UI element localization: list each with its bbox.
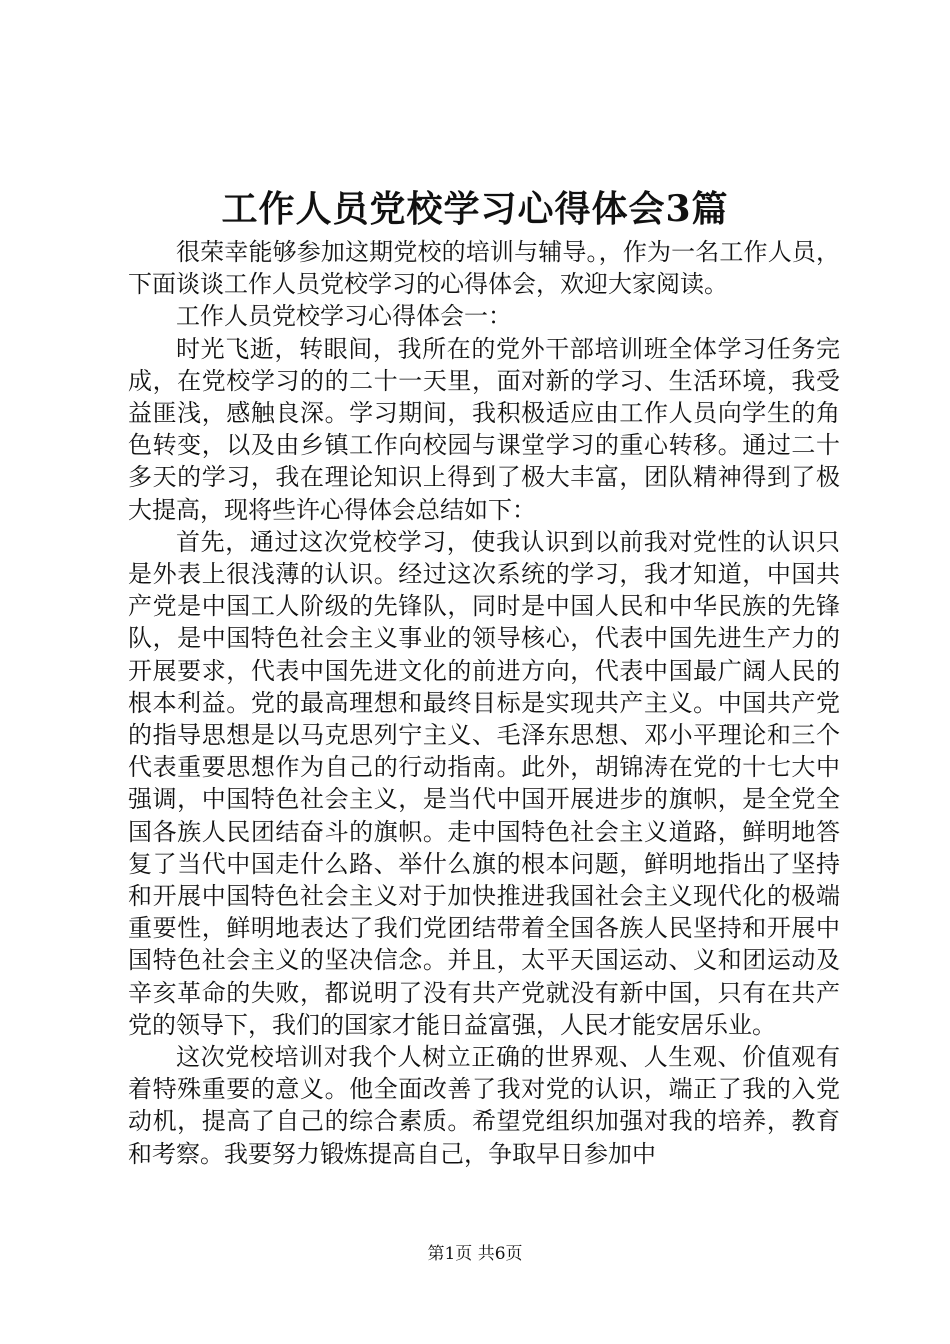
document-body: [128, 236, 840, 1170]
document-title: 工作人员党校学习心得体会3篇: [221, 188, 729, 230]
page-number-footer: 第1页 共6页: [427, 1244, 523, 1264]
paragraph-training-significance: 这次党校培训对我个人树立正确的世界观、人生观、价值观有着特殊重要的意义。他全面改善了我对党的认识，端正了我的入党动机，提高了自己的综合素质。希望党组织加强对我的培养，教育和考察。我要努力锻炼提高自己，争取早日参加中: [128, 1043, 840, 1168]
paragraph-summary: 时光飞逝，转眼间，我所在的党外干部培训班全体学习任务完成，在党校学习的的二十一天里，面对新的学习、生活环境，我受益匪浅，感触良深。学习期间，我积极适应由工作人员向学生的角色转变，以及由乡镇工作向校园与课堂学习的重心转移。通过二十多天的学习，我在理论知识上得到了极大丰富，团队精神得到了极大提高，现将些许心得体会总结如下：: [128, 334, 840, 524]
paragraph-party-understanding: 首先，通过这次党校学习，使我认识到以前我对党性的认识只是外表上很浅薄的认识。经过这次系统的学习，我才知道，中国共产党是中国工人阶级的先锋队，同时是中国人民和中华民族的先锋队，是中国特色社会主义事业的领导核心，代表中国先进生产力的开展要求，代表中国先进文化的前进方向，代表中国最广阔人民的根本利益。党的最高理想和最终目标是实现共产主义。中国共产党的指导思想是以马克思列宁主义、毛泽东思想、邓小平理论和三个代表重要思想作为自己的行动指南。此外，胡锦涛在党的十七大中强调，中国特色社会主义，是当代中国开展进步的旗帜，是全党全国各族人民团结奋斗的旗帜。走中国特色社会主义道路，鲜明地答复了当代中国走什么路、举什么旗的根本问题，鲜明地指出了坚持和开展中国特色社会主义对于加快推进我国社会主义现代化的极端重要性，鲜明地表达了我们党团结带着全国各族人民坚持和开展中国特色社会主义的坚决信念。并且，太平天国运动、义和团运动及辛亥革命的失败，都说明了没有共产党就没有新中国，只有在共产党的领导下，我们的国家才能日益富强，人民才能安居乐业。: [128, 527, 840, 1039]
paragraph-section-heading: 工作人员党校学习心得体会一：: [176, 302, 512, 331]
paragraph-intro: 很荣幸能够参加这期党校的培训与辅导。，作为一名工作人员，下面谈谈工作人员党校学习的心得体会，欢迎大家阅读。: [128, 238, 840, 299]
